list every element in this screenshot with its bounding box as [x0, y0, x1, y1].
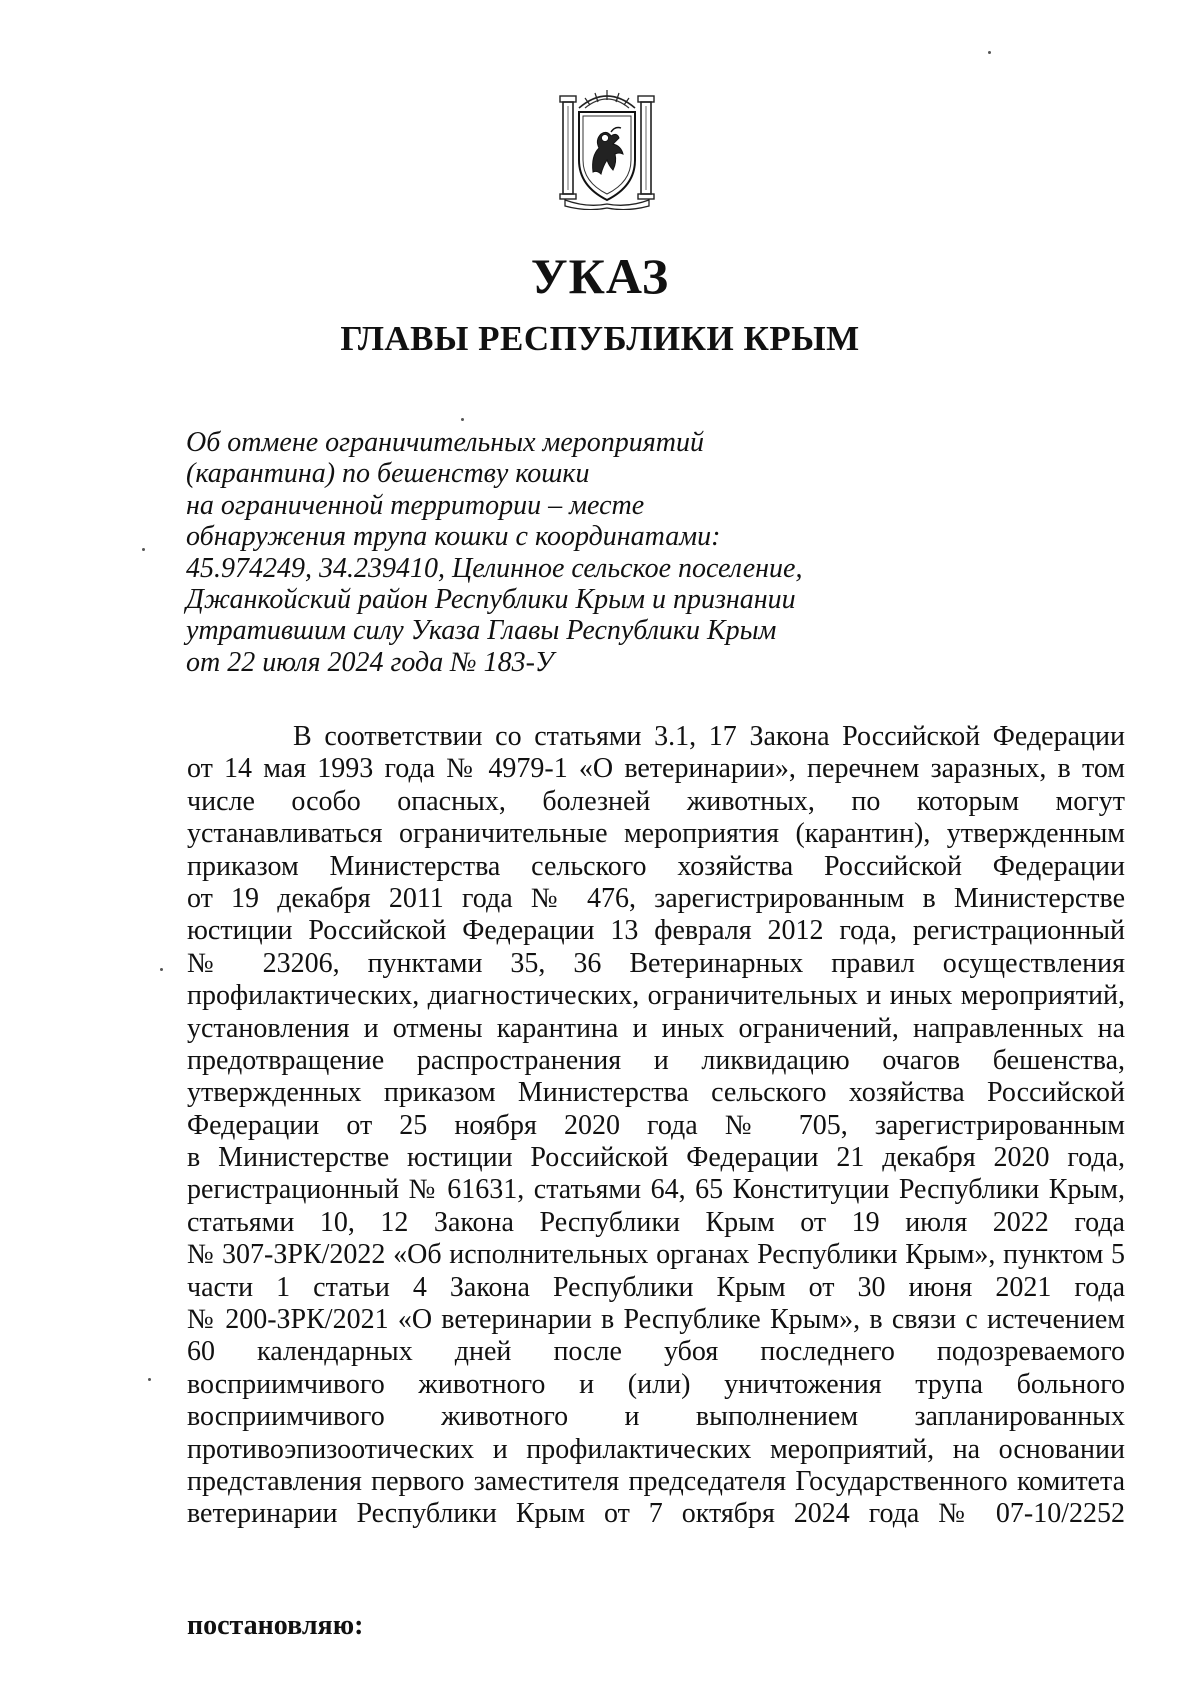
decree-word: постановляю:: [187, 1610, 364, 1641]
preamble-line: № 200-ЗРК/2021 «О ветеринарии в Республике Крым», в связи с истечением: [187, 1304, 1125, 1336]
preamble-line: регистрационный № 61631, статьями 64, 65 Конституции Республики Крым,: [187, 1174, 1125, 1206]
preamble-line: установления и отмены карантина и иных ограничений, направленных на: [187, 1012, 1125, 1044]
preamble-line: В соответствии со статьями 3.1, 17 Закона Российской Федерации: [293, 721, 1125, 752]
crimea-coat-of-arms-icon: [557, 86, 657, 210]
preamble-line: № 23206, пунктами 35, 36 Ветеринарных правил осуществления: [187, 947, 1125, 979]
preamble-line: числе особо опасных, болезней животных, по которым могут: [187, 785, 1125, 817]
preamble-line: приказом Министерства сельского хозяйства Российской Федерации: [187, 850, 1125, 882]
scan-speck: [461, 418, 464, 421]
preamble-line: Федерации от 25 ноября 2020 года № 705, зарегистрированным: [187, 1109, 1125, 1141]
preamble-line: от 19 декабря 2011 года № 476, зарегистрированным в Министерстве: [187, 882, 1125, 914]
scan-speck: [988, 51, 991, 54]
preamble-line: части 1 статьи 4 Закона Республики Крым от 30 июня 2021 года: [187, 1271, 1125, 1303]
subject-line: (карантина) по бешенству кошки: [186, 458, 590, 490]
preamble-line: устанавливаться ограничительные мероприятия (карантин), утвержденным: [187, 818, 1125, 850]
preamble-paragraph: [187, 721, 1125, 1531]
scan-speck: [160, 968, 163, 971]
preamble-line: 60 календарных дней после убоя последнего подозреваемого: [187, 1336, 1125, 1368]
scan-speck: [142, 548, 145, 551]
preamble-line: профилактических, диагностических, ограничительных и иных мероприятий,: [187, 980, 1125, 1012]
preamble-line: противоэпизоотических и профилактических мероприятий, на основании: [187, 1433, 1125, 1465]
preamble-line: № 307-ЗРК/2022 «Об исполнительных органах Республики Крым», пунктом 5: [187, 1239, 1125, 1271]
preamble-line: ветеринарии Республики Крым от 7 октября 2024 года № 07-10/2252: [187, 1498, 1125, 1530]
subject-line: от 22 июля 2024 года № 183-У: [186, 646, 554, 678]
decree-subject: [186, 427, 886, 678]
preamble-line: статьями 10, 12 Закона Республики Крым от 19 июля 2022 года: [187, 1206, 1125, 1238]
preamble-line: восприимчивого животного и выполнением запланированных: [187, 1401, 1125, 1433]
preamble-line: в Министерстве юстиции Российской Федерации 21 декабря 2020 года,: [187, 1142, 1125, 1174]
preamble-line: восприимчивого животного и (или) уничтожения трупа больного: [187, 1368, 1125, 1400]
subject-line: на ограниченной территории – месте: [186, 489, 645, 521]
preamble-line: предотвращение распространения и ликвидацию очагов бешенства,: [187, 1044, 1125, 1076]
subject-line: утратившим силу Указа Главы Республики Крым: [186, 615, 777, 647]
subject-line: Джанкойский район Республики Крым и признании: [186, 584, 796, 616]
scan-speck: [148, 1378, 151, 1381]
preamble-line: представления первого заместителя председателя Государственного комитета: [187, 1465, 1125, 1497]
subject-line: 45.974249, 34.239410, Целинное сельское поселение,: [186, 552, 803, 584]
document-type-title: УКАЗ: [530, 248, 670, 304]
preamble-line: юстиции Российской Федерации 13 февраля 2012 года, регистрационный: [187, 915, 1125, 947]
preamble-line: утвержденных приказом Министерства сельского хозяйства Российской: [187, 1077, 1125, 1109]
subject-line: обнаружения трупа кошки с координатами:: [186, 521, 721, 553]
preamble-line: от 14 мая 1993 года № 4979-1 «О ветеринарии», перечнем заразных, в том: [187, 753, 1125, 785]
issuing-authority: ГЛАВЫ РЕСПУБЛИКИ КРЫМ: [340, 319, 860, 358]
subject-line: Об отмене ограничительных мероприятий: [186, 427, 705, 458]
